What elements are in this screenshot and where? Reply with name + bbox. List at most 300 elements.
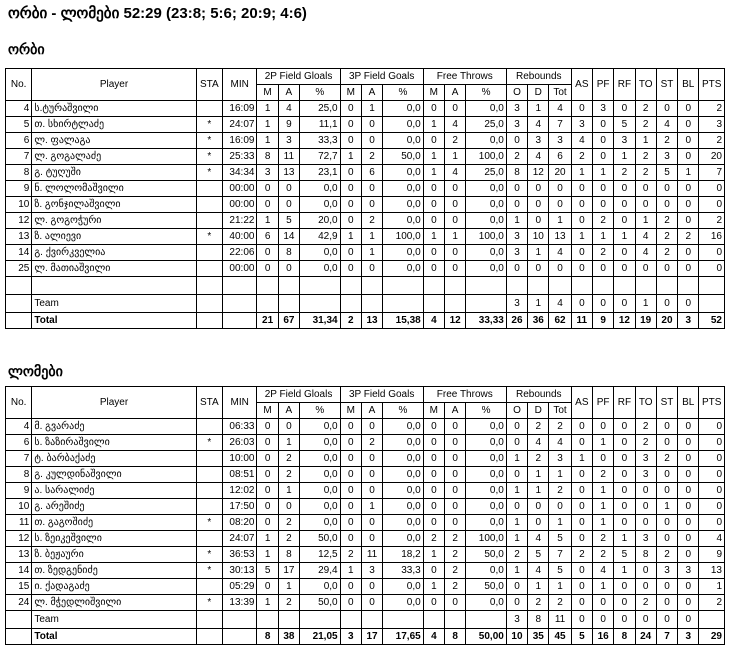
stat-tot: 3 <box>549 451 571 467</box>
stat-pts: 0 <box>699 467 725 483</box>
stat-to: 3 <box>635 467 656 483</box>
stat-fta: 0 <box>444 213 465 229</box>
stat-fg2m: 0 <box>257 515 278 531</box>
total-fg3p: 17,65 <box>383 629 424 645</box>
stat-st: 1 <box>656 499 677 515</box>
team-rebounds-row <box>6 295 725 313</box>
total-row <box>6 629 725 645</box>
stat-rf: 0 <box>614 181 635 197</box>
player-name: ლ. გოგოჭური <box>32 213 196 229</box>
stat-bl: 0 <box>678 451 699 467</box>
stat-fg2m: 3 <box>257 165 278 181</box>
column-subheader: A <box>361 85 382 101</box>
stat-pts: 2 <box>699 133 725 149</box>
stat-fg3a: 1 <box>361 499 382 515</box>
stat-bl: 0 <box>678 531 699 547</box>
starter-mark: * <box>196 547 222 563</box>
stat-ftm: 1 <box>423 579 444 595</box>
starter-mark <box>196 213 222 229</box>
stat-o: 1 <box>506 531 527 547</box>
stat-fg3p: 0,0 <box>383 261 424 277</box>
empty-cell <box>6 295 32 313</box>
column-header: Rebounds <box>506 387 571 403</box>
stat-fg2p: 0,0 <box>300 579 341 595</box>
stat-to: 2 <box>635 595 656 611</box>
total-fg3m: 3 <box>340 629 361 645</box>
stat-fg3m: 0 <box>340 213 361 229</box>
header-row <box>6 69 725 85</box>
minutes: 12:02 <box>222 483 256 499</box>
stat-d: 0 <box>528 499 549 515</box>
player-row <box>6 451 725 467</box>
stat-fg2p: 12,5 <box>300 547 341 563</box>
stat-d: 4 <box>528 435 549 451</box>
starter-mark <box>196 483 222 499</box>
stat-pf: 0 <box>592 611 613 629</box>
stat-fg3p: 0,0 <box>383 419 424 435</box>
stat-d: 2 <box>528 451 549 467</box>
stat-fg3p: 0,0 <box>383 451 424 467</box>
stat-fg2p: 25,0 <box>300 101 341 117</box>
stat-rf: 0 <box>614 245 635 261</box>
column-header: PF <box>592 69 613 101</box>
stat-pts: 2 <box>699 595 725 611</box>
stats-table-lomebi <box>5 386 725 645</box>
stat-tot: 2 <box>549 419 571 435</box>
stat-pf: 0 <box>592 595 613 611</box>
stat-fg2p: 0,0 <box>300 181 341 197</box>
player-number: 6 <box>6 435 32 451</box>
stat-fg2m: 8 <box>257 149 278 165</box>
stat-d: 12 <box>528 165 549 181</box>
stat-tot: 1 <box>549 579 571 595</box>
stat-ftp: 0,0 <box>466 483 507 499</box>
player-name: გ. არეშიძე <box>32 499 196 515</box>
empty-cell <box>32 277 196 295</box>
column-header: 3P Field Goals <box>340 387 423 403</box>
stat-d: 10 <box>528 229 549 245</box>
starter-mark: * <box>196 515 222 531</box>
stat-fg3p: 0,0 <box>383 197 424 213</box>
player-name: ნ. ლოლომაშვილი <box>32 181 196 197</box>
column-subheader: Tot <box>549 403 571 419</box>
starter-mark <box>196 451 222 467</box>
stat-fta: 4 <box>444 117 465 133</box>
empty-cell <box>278 277 299 295</box>
stat-st: 2 <box>656 213 677 229</box>
stat-fg3m: 0 <box>340 579 361 595</box>
stat-as: 0 <box>571 419 592 435</box>
stat-fta: 0 <box>444 451 465 467</box>
stat-fg2m: 5 <box>257 563 278 579</box>
stat-ftm: 0 <box>423 451 444 467</box>
stat-pf: 0 <box>592 451 613 467</box>
stat-fta: 1 <box>444 229 465 245</box>
stat-as: 0 <box>571 611 592 629</box>
stat-tot: 5 <box>549 563 571 579</box>
stat-fta: 2 <box>444 133 465 149</box>
stat-fg3m: 0 <box>340 245 361 261</box>
stat-rf: 1 <box>614 563 635 579</box>
column-subheader: A <box>361 403 382 419</box>
empty-cell <box>6 277 32 295</box>
total-fg2p: 21,05 <box>300 629 341 645</box>
player-number: 4 <box>6 101 32 117</box>
player-number: 8 <box>6 165 32 181</box>
empty-cell <box>196 277 222 295</box>
stat-rf: 0 <box>614 101 635 117</box>
stat-ftm: 1 <box>423 165 444 181</box>
stat-d: 0 <box>528 261 549 277</box>
player-number: 12 <box>6 531 32 547</box>
stat-ftm: 0 <box>423 483 444 499</box>
empty-cell <box>466 611 507 629</box>
minutes: 26:03 <box>222 435 256 451</box>
stat-ftm: 0 <box>423 133 444 149</box>
player-number: 5 <box>6 117 32 133</box>
player-number: 8 <box>6 467 32 483</box>
player-name: ი. ქადაგაძე <box>32 579 196 595</box>
stat-fta: 0 <box>444 245 465 261</box>
player-number: 25 <box>6 261 32 277</box>
total-d: 35 <box>528 629 549 645</box>
player-number: 12 <box>6 213 32 229</box>
stat-fg3a: 0 <box>361 133 382 149</box>
column-header: MIN <box>222 69 256 101</box>
empty-cell <box>361 295 382 313</box>
column-header: PF <box>592 387 613 419</box>
stat-fg3a: 1 <box>361 229 382 245</box>
stat-rf: 0 <box>614 499 635 515</box>
stat-to: 2 <box>635 101 656 117</box>
stat-to: 0 <box>635 515 656 531</box>
stat-fg3a: 0 <box>361 595 382 611</box>
stat-ftm: 1 <box>423 229 444 245</box>
player-name: ს.ტურაშვილი <box>32 101 196 117</box>
stat-rf: 0 <box>614 611 635 629</box>
stat-fta: 0 <box>444 467 465 483</box>
column-header: Free Throws <box>423 387 506 403</box>
stat-d: 5 <box>528 547 549 563</box>
stat-pf: 2 <box>592 547 613 563</box>
stat-as: 1 <box>571 451 592 467</box>
player-row <box>6 419 725 435</box>
stat-to: 2 <box>635 117 656 133</box>
stat-fta: 2 <box>444 579 465 595</box>
stat-fta: 0 <box>444 197 465 213</box>
stat-fg2a: 13 <box>278 165 299 181</box>
total-fg3a: 17 <box>361 629 382 645</box>
stat-bl: 0 <box>678 499 699 515</box>
stat-ftm: 0 <box>423 595 444 611</box>
stat-as: 0 <box>571 435 592 451</box>
empty-cell <box>340 295 361 313</box>
stat-rf: 0 <box>614 435 635 451</box>
total-as: 5 <box>571 629 592 645</box>
stat-fta: 0 <box>444 595 465 611</box>
column-subheader: A <box>444 403 465 419</box>
player-row <box>6 499 725 515</box>
stat-fg2p: 0,0 <box>300 197 341 213</box>
empty-cell <box>423 295 444 313</box>
stat-pts: 4 <box>699 531 725 547</box>
stat-fg2p: 0,0 <box>300 435 341 451</box>
stat-bl: 2 <box>678 229 699 245</box>
stat-to: 0 <box>635 499 656 515</box>
stat-st: 0 <box>656 467 677 483</box>
stat-tot: 4 <box>549 435 571 451</box>
stat-as: 1 <box>571 165 592 181</box>
stat-rf: 1 <box>614 531 635 547</box>
column-header: BL <box>678 69 699 101</box>
stat-bl: 0 <box>678 133 699 149</box>
empty-cell <box>656 277 677 295</box>
stat-fg2m: 1 <box>257 117 278 133</box>
stat-o: 8 <box>506 165 527 181</box>
stat-bl: 0 <box>678 101 699 117</box>
stat-ftm: 0 <box>423 499 444 515</box>
stat-fg2m: 1 <box>257 531 278 547</box>
total-st: 7 <box>656 629 677 645</box>
minutes: 08:20 <box>222 515 256 531</box>
stat-pf: 4 <box>592 563 613 579</box>
stat-fg3a: 0 <box>361 117 382 133</box>
stat-pf: 2 <box>592 245 613 261</box>
stat-ftp: 0,0 <box>466 245 507 261</box>
stat-rf: 0 <box>614 213 635 229</box>
stat-bl: 0 <box>678 181 699 197</box>
empty-cell <box>423 611 444 629</box>
stat-fg2a: 2 <box>278 531 299 547</box>
stat-fg3p: 0,0 <box>383 133 424 149</box>
stat-fg3m: 2 <box>340 547 361 563</box>
stat-fta: 2 <box>444 547 465 563</box>
stat-rf: 0 <box>614 451 635 467</box>
stat-st: 5 <box>656 165 677 181</box>
stat-fg3m: 0 <box>340 101 361 117</box>
minutes: 25:33 <box>222 149 256 165</box>
column-header: STA <box>196 387 222 419</box>
stat-fg2a: 0 <box>278 419 299 435</box>
total-d: 36 <box>528 313 549 329</box>
empty-cell <box>571 277 592 295</box>
total-to: 24 <box>635 629 656 645</box>
stat-fta: 0 <box>444 419 465 435</box>
column-subheader: O <box>506 403 527 419</box>
header-row <box>6 387 725 403</box>
minutes: 17:50 <box>222 499 256 515</box>
stat-fg2m: 0 <box>257 245 278 261</box>
stat-bl: 0 <box>678 213 699 229</box>
starter-mark: * <box>196 165 222 181</box>
stat-fg2a: 2 <box>278 515 299 531</box>
stat-o: 3 <box>506 295 527 313</box>
stat-fg3m: 0 <box>340 451 361 467</box>
player-row <box>6 101 725 117</box>
stat-fg3p: 100,0 <box>383 229 424 245</box>
stat-pts: 13 <box>699 563 725 579</box>
stat-tot: 1 <box>549 515 571 531</box>
stat-fg3p: 0,0 <box>383 579 424 595</box>
player-number: 13 <box>6 229 32 245</box>
stat-rf: 0 <box>614 295 635 313</box>
player-number: 10 <box>6 499 32 515</box>
stat-pf: 2 <box>592 467 613 483</box>
empty-cell <box>444 277 465 295</box>
stat-bl: 0 <box>678 117 699 133</box>
stat-pf: 0 <box>592 295 613 313</box>
stat-d: 0 <box>528 197 549 213</box>
player-name: ზ. ალიევი <box>32 229 196 245</box>
stat-as: 0 <box>571 595 592 611</box>
total-as: 11 <box>571 313 592 329</box>
stat-fg3m: 0 <box>340 419 361 435</box>
total-fta: 12 <box>444 313 465 329</box>
column-header: AS <box>571 387 592 419</box>
stat-st: 0 <box>656 611 677 629</box>
team-label: Team <box>32 295 196 313</box>
minutes: 36:53 <box>222 547 256 563</box>
stat-pf: 0 <box>592 133 613 149</box>
minutes: 24:07 <box>222 531 256 547</box>
stat-ftp: 0,0 <box>466 261 507 277</box>
stat-fta: 2 <box>444 563 465 579</box>
stat-o: 3 <box>506 229 527 245</box>
stat-fg2a: 1 <box>278 483 299 499</box>
total-pts: 29 <box>699 629 725 645</box>
stat-ftm: 0 <box>423 197 444 213</box>
empty-cell <box>222 629 256 645</box>
column-subheader: % <box>300 85 341 101</box>
stat-to: 0 <box>635 261 656 277</box>
minutes: 34:34 <box>222 165 256 181</box>
stat-tot: 7 <box>549 547 571 563</box>
empty-cell <box>278 611 299 629</box>
stat-fg2m: 1 <box>257 213 278 229</box>
stat-ftp: 50,0 <box>466 579 507 595</box>
stat-ftp: 0,0 <box>466 435 507 451</box>
player-row <box>6 531 725 547</box>
player-row <box>6 467 725 483</box>
stat-ftp: 0,0 <box>466 133 507 149</box>
stat-as: 0 <box>571 295 592 313</box>
player-name: თ. სხირტლაძე <box>32 117 196 133</box>
stat-fg3p: 0,0 <box>383 165 424 181</box>
player-row <box>6 579 725 595</box>
total-fg3a: 13 <box>361 313 382 329</box>
stat-fg3p: 0,0 <box>383 101 424 117</box>
stat-as: 3 <box>571 117 592 133</box>
stat-as: 0 <box>571 579 592 595</box>
stat-rf: 5 <box>614 547 635 563</box>
stat-fg3p: 0,0 <box>383 595 424 611</box>
stat-tot: 3 <box>549 133 571 149</box>
column-header: AS <box>571 69 592 101</box>
stat-ftp: 100,0 <box>466 531 507 547</box>
stat-d: 2 <box>528 419 549 435</box>
starter-mark <box>196 197 222 213</box>
starter-mark <box>196 419 222 435</box>
stat-pts: 1 <box>699 579 725 595</box>
column-subheader: M <box>340 85 361 101</box>
stat-pf: 0 <box>592 261 613 277</box>
player-row <box>6 165 725 181</box>
stat-st: 2 <box>656 133 677 149</box>
stat-pf: 3 <box>592 101 613 117</box>
stat-fg3m: 0 <box>340 499 361 515</box>
stat-tot: 5 <box>549 531 571 547</box>
minutes: 10:00 <box>222 451 256 467</box>
stat-fg3a: 0 <box>361 451 382 467</box>
stat-fg3a: 0 <box>361 419 382 435</box>
column-subheader: M <box>340 403 361 419</box>
stat-rf: 3 <box>614 133 635 149</box>
empty-cell <box>278 295 299 313</box>
stat-st: 2 <box>656 547 677 563</box>
empty-cell <box>196 313 222 329</box>
total-ftm: 4 <box>423 629 444 645</box>
total-pf: 9 <box>592 313 613 329</box>
column-header: RF <box>614 387 635 419</box>
stat-tot: 4 <box>549 245 571 261</box>
player-name: ტ. ბარბაქაძე <box>32 451 196 467</box>
stat-fg3p: 50,0 <box>383 149 424 165</box>
stat-tot: 0 <box>549 499 571 515</box>
player-name: ლ. ფალაგა <box>32 133 196 149</box>
stat-fg2a: 3 <box>278 133 299 149</box>
stat-fg3a: 0 <box>361 579 382 595</box>
total-label: Total <box>32 313 196 329</box>
column-subheader: A <box>444 85 465 101</box>
column-header: BL <box>678 387 699 419</box>
stat-tot: 0 <box>549 181 571 197</box>
empty-cell <box>257 277 278 295</box>
column-header: 2P Field Gloals <box>257 69 340 85</box>
stat-pts: 0 <box>699 197 725 213</box>
stat-fg3m: 0 <box>340 197 361 213</box>
column-subheader: % <box>383 403 424 419</box>
stat-bl: 0 <box>678 149 699 165</box>
empty-cell <box>466 295 507 313</box>
stat-st: 0 <box>656 101 677 117</box>
player-row <box>6 563 725 579</box>
stat-o: 2 <box>506 547 527 563</box>
empty-cell <box>6 611 32 629</box>
stat-o: 3 <box>506 117 527 133</box>
minutes: 05:29 <box>222 579 256 595</box>
stat-fg2p: 29,4 <box>300 563 341 579</box>
empty-cell <box>196 611 222 629</box>
player-row <box>6 515 725 531</box>
player-name: ზ. გონჯილაშვილი <box>32 197 196 213</box>
total-st: 20 <box>656 313 677 329</box>
player-name: გ. ქვირკველია <box>32 245 196 261</box>
stat-fg2m: 0 <box>257 579 278 595</box>
stat-o: 0 <box>506 197 527 213</box>
stat-tot: 0 <box>549 197 571 213</box>
stat-d: 8 <box>528 611 549 629</box>
column-header: MIN <box>222 387 256 419</box>
stat-fg3m: 1 <box>340 149 361 165</box>
column-header: 2P Field Gloals <box>257 387 340 403</box>
stat-fg2a: 14 <box>278 229 299 245</box>
empty-cell <box>257 611 278 629</box>
stat-bl: 0 <box>678 261 699 277</box>
stat-st: 4 <box>656 117 677 133</box>
stat-fta: 4 <box>444 165 465 181</box>
column-subheader: % <box>300 403 341 419</box>
stat-pts: 9 <box>699 547 725 563</box>
